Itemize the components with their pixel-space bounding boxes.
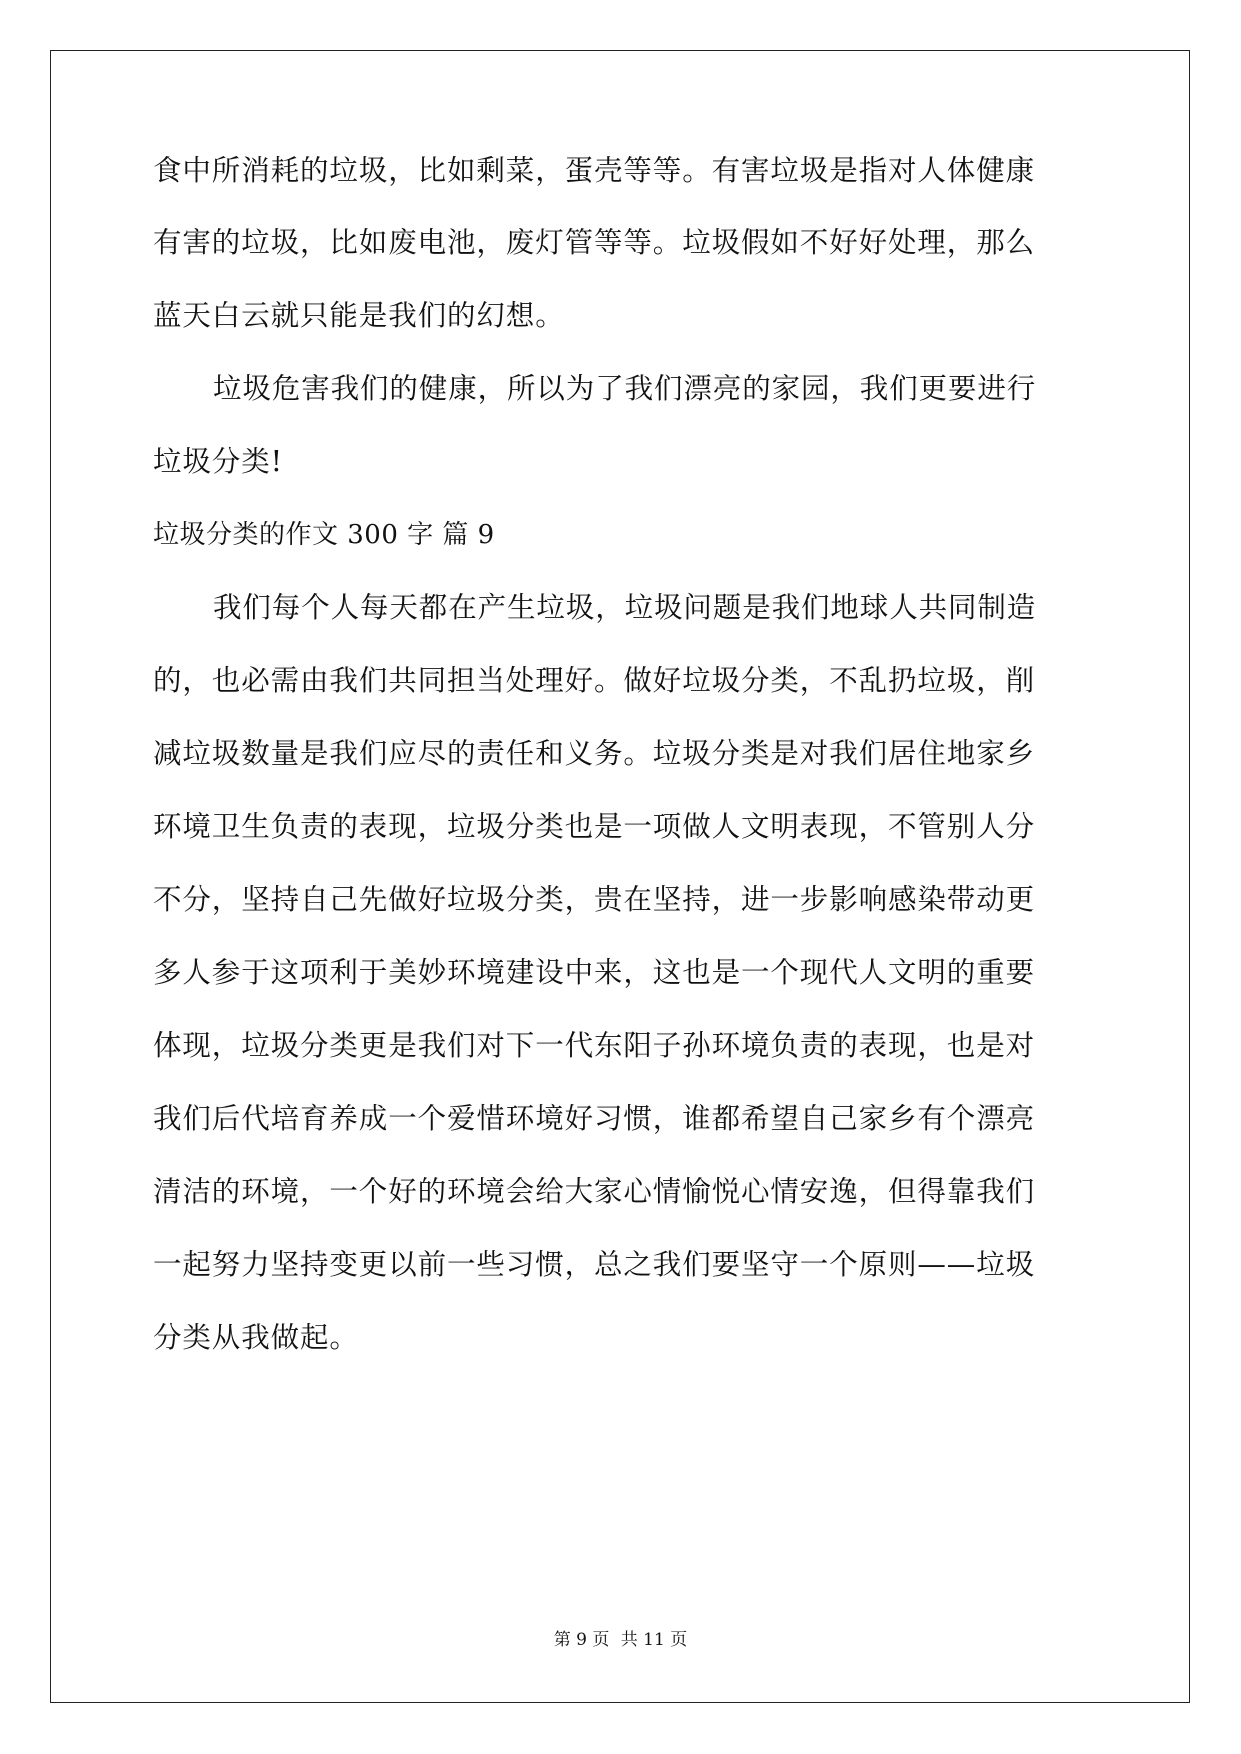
total-page-count: 共 11 页 — [620, 1630, 688, 1650]
current-page-number: 第 9 页 — [553, 1630, 610, 1650]
text-line: 垃圾分类! — [153, 445, 283, 478]
text-line: 垃圾危害我们的健康，所以为了我们漂亮的家园，我们更要进行 — [213, 372, 1037, 405]
text-line: 不分，坚持自己先做好垃圾分类，贵在坚持，进一步影响感染带动更 — [153, 883, 1036, 916]
section-heading: 垃圾分类的作文 300 字 篇 9 — [153, 520, 495, 550]
text-line: 的，也必需由我们共同担当处理好。做好垃圾分类，不乱扔垃圾，削 — [153, 664, 1036, 697]
text-line: 减垃圾数量是我们应尽的责任和义务。垃圾分类是对我们居住地家乡 — [153, 737, 1036, 770]
text-line: 多人参于这项利于美妙环境建设中来，这也是一个现代人文明的重要 — [153, 956, 1036, 989]
text-line: 环境卫生负责的表现，垃圾分类也是一项做人文明表现，不管别人分 — [153, 810, 1036, 843]
text-line: 蓝天白云就只能是我们的幻想。 — [153, 299, 565, 332]
text-line: 我们每个人每天都在产生垃圾，垃圾问题是我们地球人共同制造 — [213, 591, 1037, 624]
text-line: 清洁的环境，一个好的环境会给大家心情愉悦心情安逸，但得靠我们 — [153, 1175, 1036, 1208]
text-line: 体现，垃圾分类更是我们对下一代东阳子孙环境负责的表现，也是对 — [153, 1029, 1036, 1062]
text-line: 食中所消耗的垃圾，比如剩菜，蛋壳等等。有害垃圾是指对人体健康 — [153, 154, 1036, 187]
page-footer — [0, 1628, 1241, 1652]
text-line: 一起努力坚持变更以前一些习惯，总之我们要坚守一个原则——垃圾 — [153, 1248, 1036, 1281]
text-line: 有害的垃圾，比如废电池，废灯管等等。垃圾假如不好好处理，那么 — [153, 226, 1036, 259]
text-line: 我们后代培育养成一个爱惜环境好习惯，谁都希望自己家乡有个漂亮 — [153, 1102, 1036, 1135]
text-line: 分类从我做起。 — [153, 1321, 359, 1354]
